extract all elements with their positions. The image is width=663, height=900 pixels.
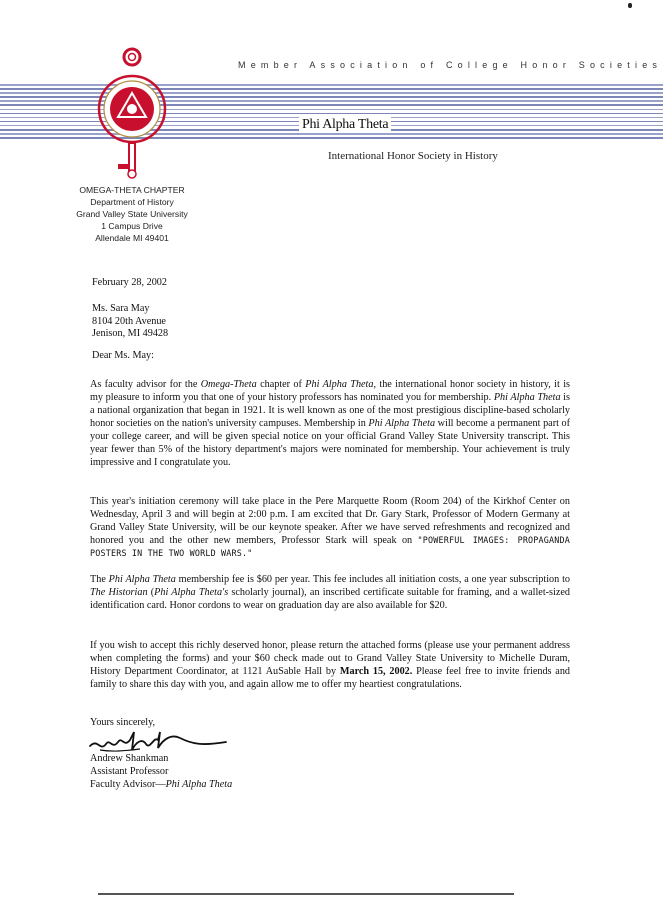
society-ref: Phi Alpha Theta [493, 392, 561, 403]
society-ref: Phi Alpha Theta's [154, 587, 229, 598]
paragraph-fee [90, 573, 570, 612]
text-run: chapter of [256, 379, 306, 390]
salutation: Dear Ms. May: [92, 350, 154, 361]
text-run: If you wish to accept this richly deserved honor, please return the attached forms (please use your permanent address when completing the forms) and your $60 check made out to Grand Valley State University to Michelle Duram, History Department Coordinator, at 1121 AuSable Hall by [90, 640, 570, 677]
text-run: membership fee is $60 per year. This fee includes all initiation costs, a one year subscription to [175, 574, 570, 585]
handwritten-talk-title: "POWERFUL IMAGES: PROPAGANDA POSTERS IN THE TWO WORLD WARS." [90, 535, 570, 558]
association-line: Member Association of College Honor Societies [238, 60, 663, 70]
key-emblem-icon [96, 45, 168, 180]
society-tagline: International Honor Society in History [328, 150, 498, 162]
society-ref: Phi Alpha Theta [108, 574, 176, 585]
chapter-name: Omega-Theta [200, 379, 257, 390]
recipient-line: 8104 20th Avenue [92, 315, 166, 327]
chapter-line: 1 Campus Drive [101, 221, 163, 232]
journal-name: The Historian [90, 587, 148, 598]
society-ref: Phi Alpha Theta [368, 418, 436, 429]
text-run: scholarly journal), an inscribed certificate suitable for framing, and a wallet-sized identification card. Honor cordons to wear on graduation day are also available for $20. [90, 587, 570, 611]
chapter-address [62, 184, 202, 244]
chapter-line: Grand Valley State University [76, 209, 188, 220]
text-run: ( [147, 587, 155, 598]
paragraph-nomination [90, 378, 570, 469]
signer-block [90, 752, 232, 791]
text-run: will become a permanent part of your college career, and will be given special notice on your official Grand Valley State University transcript. This year fewer than 5% of the history department's majors were nominated for membership. Your achievement is truly impressive and I congratulate you. [90, 418, 570, 468]
society-ref: Phi Alpha Theta [305, 379, 374, 390]
paragraph-acceptance [90, 639, 570, 691]
text-run: Please feel free to invite friends and family to share this day with you, and again allow me to offer my heartiest congratulations. [90, 666, 571, 690]
text-run: , the international honor society in history, it is my pleasure to inform you that one of your history professors has nominated you for membership. [90, 379, 570, 403]
text-run: The [90, 574, 109, 585]
bottom-rule [98, 893, 514, 895]
text-run: As faculty advisor for the [90, 379, 201, 390]
deadline-date: March 15, 2002. [339, 666, 413, 677]
recipient-line: Ms. Sara May [92, 303, 150, 314]
closing: Yours sincerely, [90, 717, 156, 728]
signer-role [90, 778, 232, 791]
chapter-line: Allendale MI 49401 [95, 233, 169, 244]
recipient-line: Jenison, MI 49428 [92, 328, 169, 339]
text-run: Faculty Advisor— [90, 779, 166, 790]
chapter-line: Department of History [90, 197, 174, 208]
text-run: This year's initiation ceremony will take place in the Pere Marquette Room (Room 204) of the Kirkhof Center on Wednesday, April 3 and will begin at 2:00 p.m. I am excited that Dr. Gary Stark, Professor of Modern Germany at Grand Valley State University, will be our keynote speaker. After we have served refreshments and recognized and honored you and the other new members, Professor Stark will speak on [90, 496, 570, 546]
recipient-address [92, 303, 168, 341]
signer-title: Assistant Professor [90, 766, 169, 777]
society-name: Phi Alpha Theta [299, 117, 391, 133]
paragraph-ceremony [90, 495, 570, 560]
letter-date: February 28, 2002 [92, 277, 167, 288]
chapter-line: OMEGA-THETA CHAPTER [79, 185, 185, 195]
text-run: is a national organization that began in 1921. It is well known as one of the most prestigious discipline-based scholarly honor societies on the nation's university campuses. Membership in [90, 392, 570, 429]
scan-speck [628, 3, 632, 8]
society-ref: Phi Alpha Theta [165, 779, 233, 790]
signer-name: Andrew Shankman [90, 753, 169, 764]
